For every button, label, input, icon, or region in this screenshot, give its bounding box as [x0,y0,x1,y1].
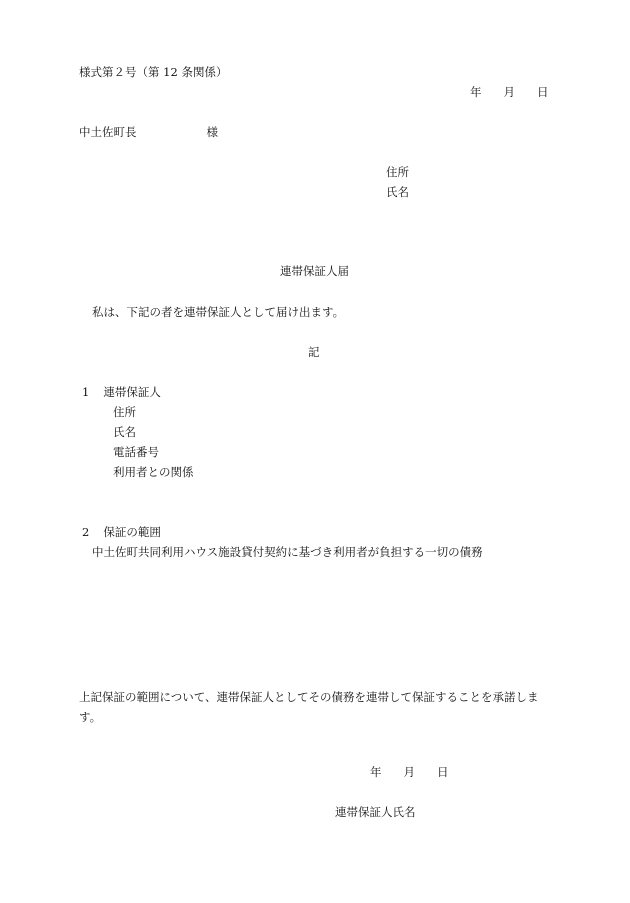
day-label: 日 [437,765,449,779]
section2-heading [82,527,161,539]
month-label: 月 [403,765,415,779]
section1-heading [82,387,161,399]
addressee-honorific: 様 [206,125,218,139]
section2-body: 中土佐町共同利用ハウス施設貸付契約に基づき利用者が負担する一切の債務 [92,545,483,559]
section2-number: 2 [82,525,90,539]
date-line-top [470,87,549,99]
addressee-name: 中土佐町長 [79,125,137,139]
form-number: 様式第２号（第 12 条関係） [79,65,228,79]
year-label: 年 [470,85,482,99]
year-label: 年 [370,765,382,779]
section1-title: 連帯保証人 [103,385,161,399]
section2-title: 保証の範囲 [103,525,161,539]
applicant-name-label: 氏名 [386,185,409,199]
date-line-bottom [370,767,449,779]
applicant-address-label: 住所 [386,165,409,179]
signature-label: 連帯保証人氏名 [335,805,416,819]
guarantor-phone-label: 電話番号 [113,445,159,459]
day-label: 日 [537,85,549,99]
consent-text: 上記保証の範囲について、連帯保証人としてその債務を連帯して保証することを承諾します。 [79,690,539,724]
month-label: 月 [503,85,515,99]
guarantor-address-label: 住所 [113,405,136,419]
document-title: 連帯保証人届 [280,264,349,278]
guarantor-relation-label: 利用者との関係 [113,465,194,479]
section1-number: 1 [82,385,90,399]
intro-text: 私は、下記の者を連帯保証人として届け出ます。 [92,305,345,319]
addressee [79,127,218,139]
guarantor-name-label: 氏名 [113,425,136,439]
ki-marker: 記 [308,345,320,359]
